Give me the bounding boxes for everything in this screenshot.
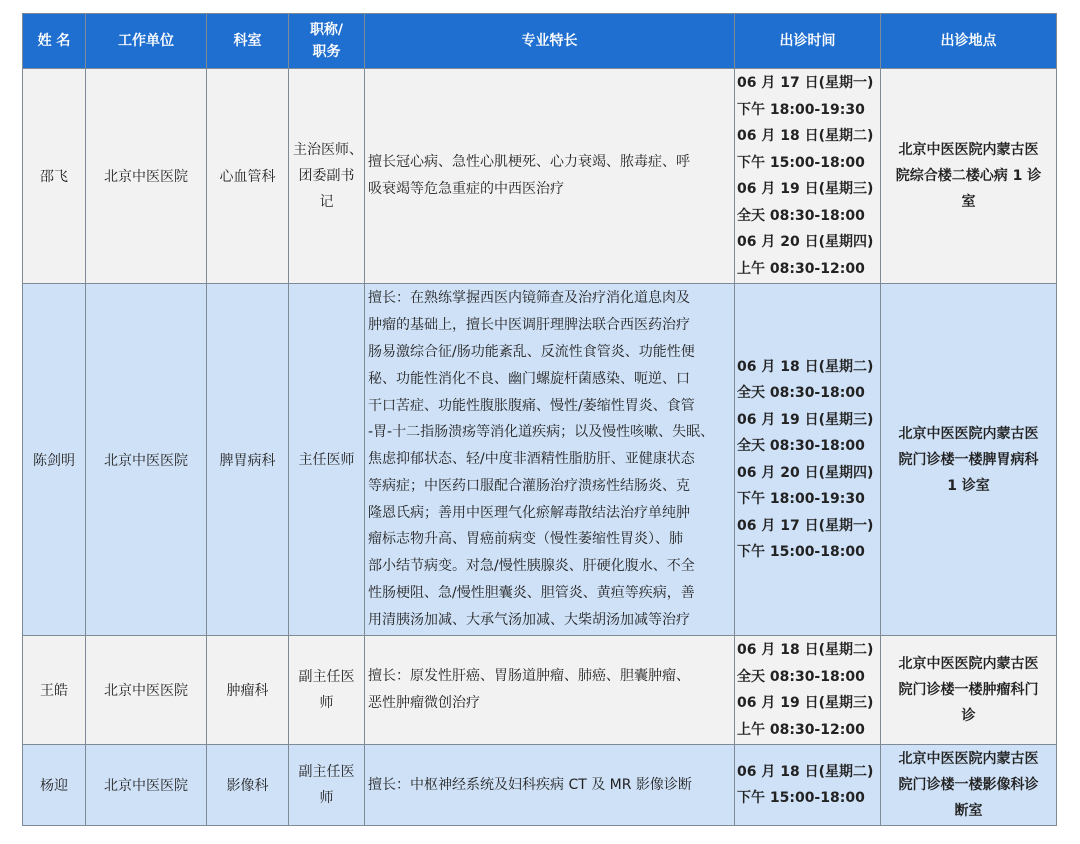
time-line: 全天 08:30-18:00 — [737, 668, 865, 685]
location-line: 1 诊室 — [947, 477, 990, 494]
doctor-times — [735, 69, 881, 284]
time-line: 全天 08:30-18:00 — [737, 438, 865, 454]
specialty-line: 瘤标志物升高、胃癌前病变（慢性萎缩性胃炎）、肺 — [368, 531, 683, 548]
title-line: 团委副书 — [298, 168, 355, 184]
title-line: 主任医师 — [298, 451, 355, 468]
title-line: 记 — [319, 194, 334, 210]
doctor-location — [881, 745, 1057, 826]
title-line: 主治医师、 — [293, 142, 363, 158]
location-line: 诊 — [961, 708, 976, 724]
doctor-name: 陈剑明 — [23, 284, 86, 636]
specialty-line: 肿瘤的基础上，擅长中医调肝理脾法联合西医药治疗 — [368, 317, 690, 334]
header-name: 姓 名 — [23, 14, 86, 69]
specialty-line: 吸衰竭等危急重症的中西医治疗 — [368, 181, 564, 197]
location-line: 断室 — [954, 803, 983, 819]
doctor-name: 杨迎 — [23, 745, 86, 826]
header-title-line1: 职称/ — [309, 22, 344, 38]
time-line: 06 月 17 日(星期一) — [737, 517, 874, 534]
doctor-times — [735, 284, 881, 636]
location-line: 室 — [961, 194, 976, 210]
doctor-times — [735, 636, 881, 745]
time-line: 上午 08:30-12:00 — [737, 260, 865, 277]
header-location: 出诊地点 — [881, 14, 1057, 69]
specialty-line: 肠易激综合征/肠功能紊乱、反流性食管炎、功能性便 — [368, 343, 695, 360]
schedule-table-container — [22, 13, 1057, 826]
table-row — [23, 69, 1057, 284]
location-line: 北京中医医院内蒙古医 — [898, 142, 1039, 158]
doctor-location — [881, 636, 1057, 745]
title-line: 师 — [319, 790, 334, 806]
header-dept: 科室 — [207, 14, 289, 69]
time-line: 06 月 18 日(星期二) — [737, 128, 874, 144]
time-line: 全天 08:30-18:00 — [737, 385, 865, 401]
doctor-title — [289, 69, 365, 284]
doctor-location — [881, 69, 1057, 284]
location-line: 院综合楼二楼心病 1 诊 — [895, 168, 1042, 184]
doctor-title — [289, 284, 365, 636]
header-unit: 工作单位 — [86, 14, 207, 69]
doctor-times — [735, 745, 881, 826]
header-title — [289, 14, 365, 69]
specialty-line: -胃-十二指肠溃疡等消化道疾病；以及慢性咳嗽、失眠、 — [368, 424, 715, 441]
time-line: 06 月 17 日(星期一) — [737, 75, 874, 91]
location-line: 院门诊楼一楼肿瘤科门 — [898, 682, 1039, 698]
title-line: 副主任医 — [298, 669, 355, 685]
location-line: 北京中医医院内蒙古医 — [898, 656, 1039, 672]
title-line: 副主任医 — [298, 764, 355, 780]
time-line: 06 月 20 日(星期四) — [737, 464, 874, 481]
doctor-schedule-table — [22, 13, 1057, 826]
specialty-line: 擅长：原发性肝癌、胃肠道肿瘤、肺癌、胆囊肿瘤、 — [368, 668, 690, 685]
table-row — [23, 284, 1057, 636]
time-line: 06 月 18 日(星期二) — [737, 763, 874, 780]
specialty-line: 隆恩氏病；善用中医理气化瘀解毒散结法治疗单纯肿 — [368, 504, 690, 521]
table-row — [23, 636, 1057, 745]
doctor-dept: 影像科 — [207, 745, 289, 826]
specialty-line: 擅长：在熟练掌握西医内镜筛查及治疗消化道息肉及 — [368, 290, 690, 307]
time-line: 06 月 18 日(星期二) — [737, 358, 874, 375]
time-line: 06 月 19 日(星期三) — [737, 411, 874, 428]
specialty-line: 擅长冠心病、急性心肌梗死、心力衰竭、脓毒症、呼 — [368, 154, 690, 171]
specialty-line: 恶性肿瘤微创治疗 — [368, 695, 480, 711]
time-line: 全天 08:30-18:00 — [737, 207, 865, 224]
table-row — [23, 745, 1057, 826]
location-line: 北京中医医院内蒙古医 — [898, 425, 1039, 442]
doctor-title — [289, 636, 365, 745]
specialty-line: 性肠梗阻、急/慢性胆囊炎、胆管炎、黄疸等疾病，善 — [368, 585, 695, 602]
doctor-unit: 北京中医医院 — [86, 69, 207, 284]
specialty-line: 用清胰汤加减、大承气汤加减、大柴胡汤加减等治疗 — [368, 611, 690, 628]
location-line: 院门诊楼一楼影像科诊 — [898, 777, 1039, 793]
specialty-line: 部小结节病变。对急/慢性胰腺炎、肝硬化腹水、不全 — [368, 558, 695, 575]
time-line: 06 月 19 日(星期三) — [737, 695, 874, 711]
doctor-location — [881, 284, 1057, 636]
time-line: 下午 15:00-18:00 — [737, 544, 865, 560]
header-title-line2: 职务 — [312, 44, 341, 60]
title-line: 师 — [319, 695, 334, 711]
specialty-line: 焦虑抑郁状态、轻/中度非酒精性脂肪肝、亚健康状态 — [368, 451, 695, 468]
time-line: 下午 15:00-18:00 — [737, 790, 865, 806]
time-line: 下午 18:00-19:30 — [737, 491, 865, 507]
location-line: 北京中医医院内蒙古医 — [898, 751, 1039, 767]
time-line: 06 月 18 日(星期二) — [737, 642, 874, 658]
doctor-unit: 北京中医医院 — [86, 636, 207, 745]
specialty-line: 秘、功能性消化不良、幽门螺旋杆菌感染、呃逆、口 — [368, 370, 690, 387]
doctor-title — [289, 745, 365, 826]
doctor-dept: 心血管科 — [207, 69, 289, 284]
doctor-specialty — [365, 69, 735, 284]
doctor-specialty — [365, 745, 735, 826]
time-line: 上午 08:30-12:00 — [737, 721, 865, 738]
doctor-unit: 北京中医医院 — [86, 745, 207, 826]
doctor-specialty — [365, 636, 735, 745]
header-time: 出诊时间 — [735, 14, 881, 69]
doctor-specialty — [365, 284, 735, 636]
time-line: 06 月 20 日(星期四) — [737, 234, 874, 250]
location-line: 院门诊楼一楼脾胃病科 — [898, 451, 1039, 468]
header-row — [23, 14, 1057, 69]
header-specialty: 专业特长 — [365, 14, 735, 69]
specialty-line: 擅长：中枢神经系统及妇科疾病 CT 及 MR 影像诊断 — [368, 776, 692, 793]
time-line: 06 月 19 日(星期三) — [737, 181, 874, 197]
specialty-line: 等病症；中医药口服配合灌肠治疗溃疡性结肠炎、克 — [368, 477, 690, 494]
doctor-dept: 肿瘤科 — [207, 636, 289, 745]
doctor-unit: 北京中医医院 — [86, 284, 207, 636]
specialty-line: 干口苦症、功能性腹胀腹痛、慢性/萎缩性胃炎、食管 — [368, 397, 695, 414]
time-line: 下午 15:00-18:00 — [737, 154, 865, 171]
time-line: 下午 18:00-19:30 — [737, 101, 865, 118]
doctor-name: 王皓 — [23, 636, 86, 745]
doctor-name: 邵飞 — [23, 69, 86, 284]
doctor-dept: 脾胃病科 — [207, 284, 289, 636]
